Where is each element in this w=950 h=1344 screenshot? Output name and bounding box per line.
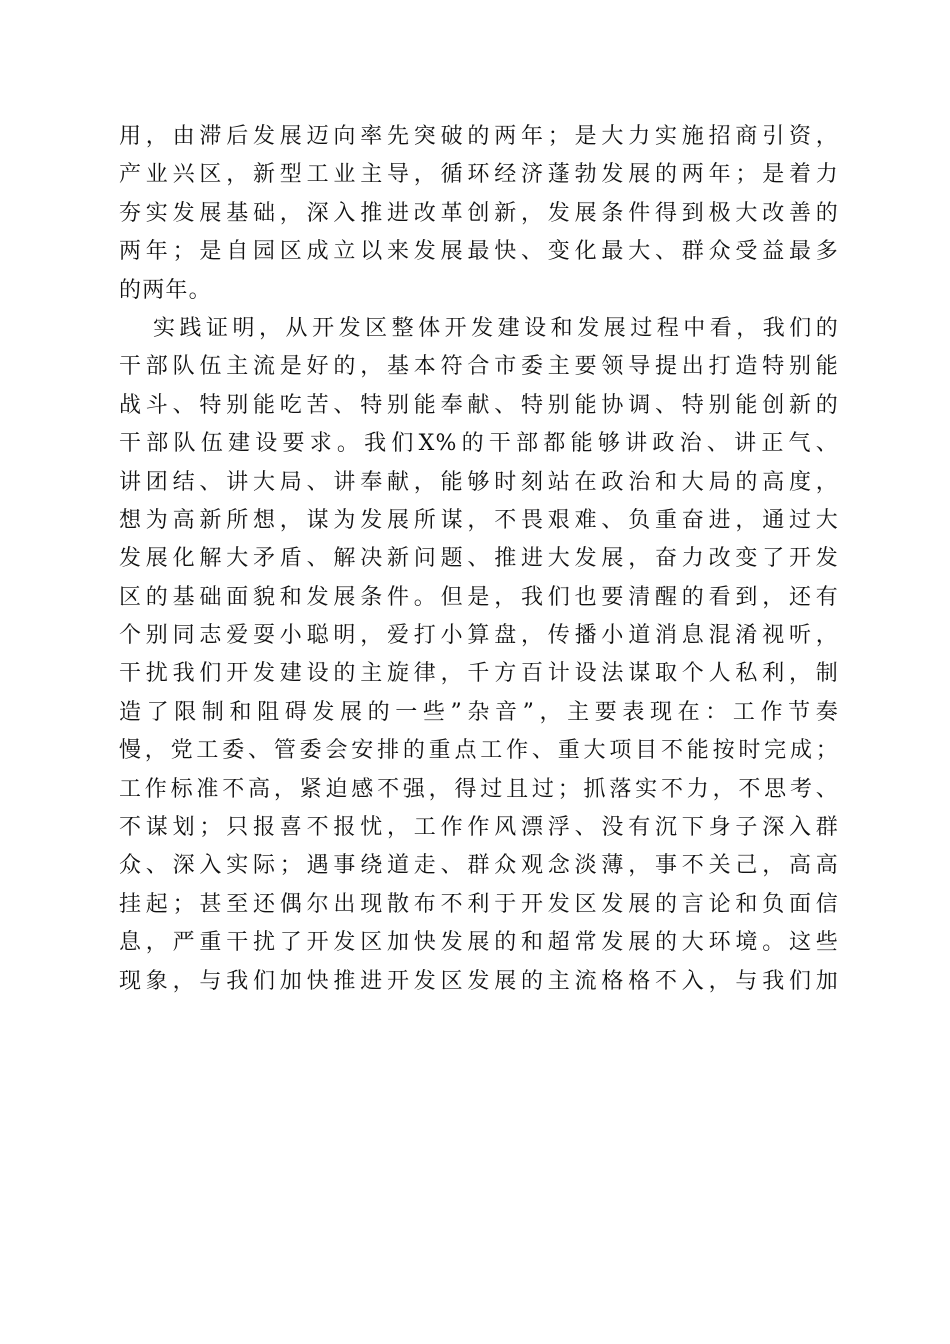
text-line: 现象，与我们加快推进开发区发展的主流格格不入，与我们加 bbox=[119, 968, 839, 994]
text-line: 众、深入实际；遇事绕道走、群众观念淡薄，事不关己，高高 bbox=[119, 853, 839, 879]
text-line: 工作标准不高，紧迫感不强，得过且过；抓落实不力，不思考、 bbox=[119, 776, 839, 802]
text-line: 用，由滞后发展迈向率先突破的两年；是大力实施招商引资， bbox=[119, 124, 839, 149]
text-line: 造了限制和阻碍发展的一些”杂音”，主要表现在：工作节奏 bbox=[119, 699, 839, 725]
text-line: 想为高新所想，谋为发展所谋，不畏艰难、负重奋进，通过大 bbox=[119, 507, 839, 533]
text-line: 慢，党工委、管委会安排的重点工作、重大项目不能按时完成； bbox=[119, 738, 839, 764]
text-line: 产业兴区，新型工业主导，循环经济蓬勃发展的两年；是着力 bbox=[119, 162, 839, 188]
text-line: 的两年。 bbox=[119, 277, 212, 303]
paragraph-2 bbox=[119, 310, 839, 1001]
text-line: 两年；是自园区成立以来发展最快、变化最大、群众受益最多 bbox=[119, 239, 839, 265]
text-line: 区的基础面貌和发展条件。但是，我们也要清醒的看到，还有 bbox=[119, 584, 839, 610]
text-line: 干部队伍建设要求。我们X%的干部都能够讲政治、讲正气、 bbox=[119, 431, 839, 457]
text-line: 干部队伍主流是好的，基本符合市委主要领导提出打造特别能 bbox=[119, 354, 839, 380]
text-line: 个别同志爱耍小聪明，爱打小算盘，传播小道消息混淆视听， bbox=[119, 623, 839, 649]
text-line: 讲团结、讲大局、讲奉献，能够时刻站在政治和大局的高度， bbox=[119, 469, 839, 495]
text-line: 实践证明，从开发区整体开发建设和发展过程中看，我们的 bbox=[153, 315, 839, 341]
paragraph-1 bbox=[119, 118, 839, 310]
body-text bbox=[119, 118, 839, 1001]
text-line: 挂起；甚至还偶尔出现散布不利于开发区发展的言论和负面信 bbox=[119, 891, 839, 917]
text-line: 发展化解大矛盾、解决新问题、推进大发展，奋力改变了开发 bbox=[119, 546, 839, 572]
text-line: 战斗、特别能吃苦、特别能奉献、特别能协调、特别能创新的 bbox=[119, 392, 839, 418]
text-line: 夯实发展基础，深入推进改革创新，发展条件得到极大改善的 bbox=[119, 200, 839, 226]
text-line: 息，严重干扰了开发区加快发展的和超常发展的大环境。这些 bbox=[119, 930, 839, 956]
text-line: 干扰我们开发建设的主旋律，千方百计设法谋取个人私利，制 bbox=[119, 661, 839, 687]
text-line: 不谋划；只报喜不报忧，工作作风漂浮、没有沉下身子深入群 bbox=[119, 815, 839, 841]
